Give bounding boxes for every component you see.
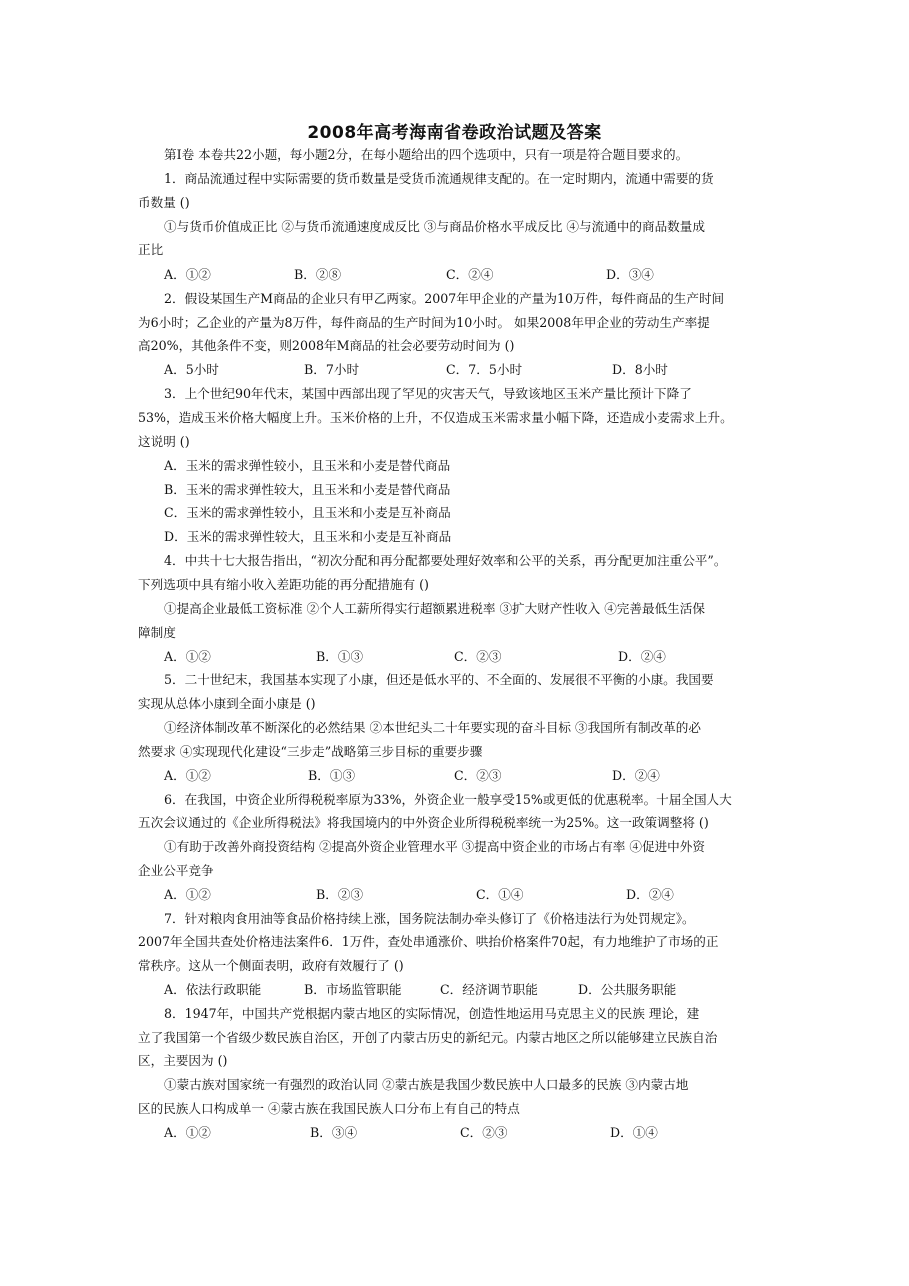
q4-stem-line-2: 下列选项中具有缩小收入差距功能的再分配措施有 () — [138, 577, 429, 592]
q1-stem-line-2: 币数量 () — [138, 195, 190, 210]
q7-stem-line-1: 7．针对粮肉食用油等食品价格持续上涨，国务院法制办牵头修订了《价格违法行为处罚规定》。 — [164, 911, 695, 926]
q3-stem-line-3: 这说明 () — [138, 434, 190, 449]
q5-stem-line-1: 5．二十世纪末，我国基本实现了小康，但还是低水平的、不全面的、发展很不平衡的小康。我国要 — [164, 672, 714, 687]
q1-option-b: B．②⑧ — [294, 267, 342, 282]
q4-option-d: D．②④ — [618, 649, 666, 664]
exam-intro: 第Ⅰ卷 本卷共22小题，每小题2分，在每小题给出的四个选项中，只有一项是符合题目要求的。 — [164, 147, 689, 162]
q4-statements-line-2: 障制度 — [138, 625, 176, 640]
q6-stem-line-1: 6．在我国，中资企业所得税税率原为33%，外资企业一般享受15%或更低的优惠税率。十届全国人大 — [164, 792, 732, 807]
q5-stem-line-2: 实现从总体小康到全面小康是 () — [138, 696, 316, 711]
q7-stem-line-2: 2007年全国共查处价格违法案件6．1万件，查处串通涨价、哄抬价格案件70起，有力地维护了市场的正 — [138, 934, 719, 949]
q4-option-b: B．①③ — [316, 649, 364, 664]
q3-stem-line-2: 53%，造成玉米价格大幅度上升。玉米价格的上升，不仅造成玉米需求量小幅下降，还造成小麦需求上升。 — [138, 410, 733, 425]
document-title: 2008年高考海南省卷政治试题及答案 — [307, 123, 602, 143]
q2-stem-line-2: 为6小时；乙企业的产量为8万件，每件商品的生产时间为10小时。 如果2008年甲企业的劳动生产率提 — [138, 315, 710, 330]
q5-option-b: B．①③ — [308, 768, 356, 783]
q4-option-c: C．②③ — [454, 649, 502, 664]
q6-option-b: B．②③ — [316, 887, 364, 902]
q3-option-a: A．玉米的需求弹性较小，且玉米和小麦是替代商品 — [164, 458, 451, 473]
q1-stem-line-1: 1．商品流通过程中实际需要的货币数量是受货币流通规律支配的。在一定时期内，流通中需要的货 — [164, 171, 714, 186]
q5-option-a: A．①② — [164, 768, 211, 783]
q2-stem-line-1: 2．假设某国生产M商品的企业只有甲乙两家。2007年甲企业的产量为10万件，每件商品的生产时间 — [164, 291, 725, 306]
q5-option-d: D．②④ — [612, 768, 660, 783]
q1-option-d: D．③④ — [606, 267, 654, 282]
q8-statements-line-1: ①蒙古族对国家统一有强烈的政治认同 ②蒙古族是我国少数民族中人口最多的民族 ③内蒙古地 — [164, 1077, 689, 1092]
q4-option-a: A．①② — [164, 649, 211, 664]
q1-option-a: A．①② — [164, 267, 211, 282]
q3-stem-line-1: 3．上个世纪90年代末，某国中西部出现了罕见的灾害天气，导致该地区玉米产量比预计下降了 — [164, 386, 692, 401]
q7-stem-line-3: 常秩序。这从一个侧面表明，政府有效履行了 () — [138, 958, 404, 973]
q1-statements-line-1: ①与货币价值成正比 ②与货币流通速度成反比 ③与商品价格水平成反比 ④与流通中的商品数量成 — [164, 219, 705, 234]
q2-stem-line-3: 高20%，其他条件不变，则2008年M商品的社会必要劳动时间为 () — [138, 338, 515, 353]
q4-stem-line-1: 4．中共十七大报告指出，“初次分配和再分配都要处理好效率和公平的关系，再分配更加注重公平”。 — [164, 553, 727, 568]
q5-option-c: C．②③ — [454, 768, 502, 783]
q8-stem-line-3: 区，主要因为 () — [138, 1053, 228, 1068]
q6-option-d: D．②④ — [626, 887, 674, 902]
q3-option-b: B．玉米的需求弹性较大，且玉米和小麦是替代商品 — [164, 482, 451, 497]
q2-option-c: C．7．5小时 — [446, 362, 523, 377]
q1-option-c: C．②④ — [446, 267, 494, 282]
q1-statements-line-2: 正比 — [138, 242, 164, 257]
q6-statements-line-1: ①有助于改善外商投资结构 ②提高外资企业管理水平 ③提高中资企业的市场占有率 ④促进中外资 — [164, 839, 705, 854]
q6-option-c: C．①④ — [476, 887, 524, 902]
q4-statements-line-1: ①提高企业最低工资标准 ②个人工薪所得实行超额累进税率 ③扩大财产性收入 ④完善最低生活保 — [164, 601, 705, 616]
q5-statements-line-2: 然要求 ④实现现代化建设“三步走”战略第三步目标的重要步骤 — [138, 744, 483, 759]
q6-stem-line-2: 五次会议通过的《企业所得税法》将我国境内的中外资企业所得税税率统一为25%。这一政策调整将 () — [138, 815, 709, 830]
q8-option-c: C．②③ — [460, 1125, 508, 1140]
q7-option-d: D．公共服务职能 — [578, 982, 677, 997]
q8-stem-line-1: 8．1947年，中国共产党根据内蒙古地区的实际情况，创造性地运用马克思主义的民族 理论，建 — [164, 1006, 700, 1021]
q8-option-b: B．③④ — [310, 1125, 358, 1140]
q7-option-a: A．依法行政职能 — [164, 982, 262, 997]
q6-option-a: A．①② — [164, 887, 211, 902]
q7-option-b: B．市场监管职能 — [304, 982, 402, 997]
q3-option-d: D．玉米的需求弹性较大，且玉米和小麦是互补商品 — [164, 529, 452, 544]
q7-option-c: C．经济调节职能 — [440, 982, 538, 997]
q2-option-b: B．7小时 — [304, 362, 360, 377]
q6-statements-line-2: 企业公平竞争 — [138, 863, 214, 878]
q8-stem-line-2: 立了我国第一个省级少数民族自治区，开创了内蒙古历史的新纪元。内蒙古地区之所以能够建立民族自治 — [138, 1030, 718, 1045]
q3-option-c: C．玉米的需求弹性较小，且玉米和小麦是互补商品 — [164, 505, 451, 520]
q2-option-a: A．5小时 — [164, 362, 219, 377]
q5-statements-line-1: ①经济体制改革不断深化的必然结果 ②本世纪头二十年要实现的奋斗目标 ③我国所有制改革的必 — [164, 720, 701, 735]
q8-option-a: A．①② — [164, 1125, 211, 1140]
q8-option-d: D．①④ — [610, 1125, 658, 1140]
q2-option-d: D．8小时 — [612, 362, 668, 377]
q8-statements-line-2: 区的民族人口构成单一 ④蒙古族在我国民族人口分布上有自己的特点 — [138, 1101, 520, 1116]
